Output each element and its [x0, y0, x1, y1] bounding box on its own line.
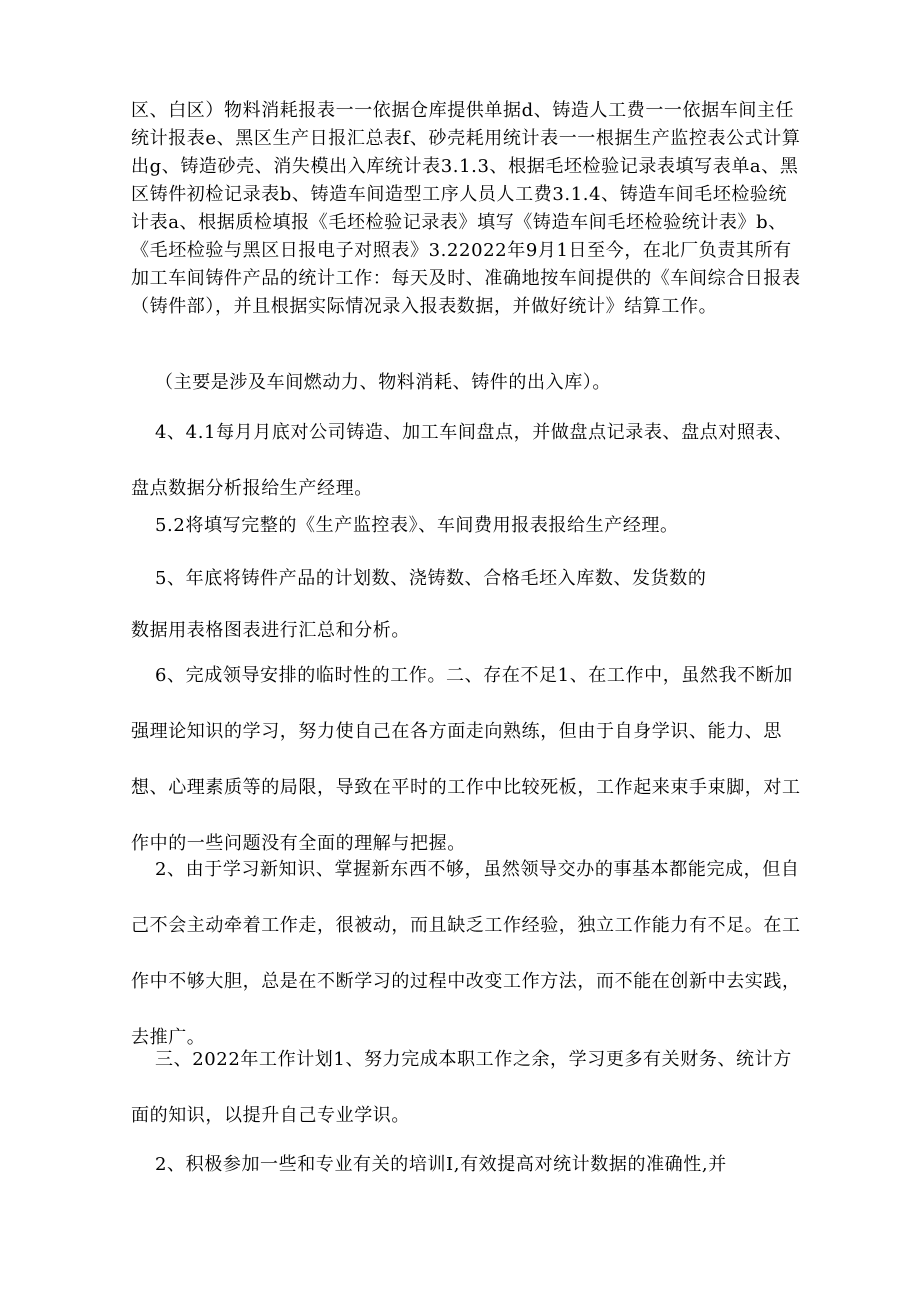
paragraph-statistics-details: 区、白区）物料消耗报表一一依据仓库提供单据d、铸造人工费一一依据车间主任统计报表e、黑区生产日报汇总表f、砂壳耗用统计表一一根据生产监控表公式计算出g、铸造砂壳、消失模出入库统计表3.1.3、根据毛坯检验记录表填写表单a、黑区铸件初检记录表b、铸造车间造型工序人员人工费3.1.4、铸造车间毛坯检验统计表a、根据质检填报《毛坯检验记录表》填写《铸造车间毛坯检验统计表》b、《毛坯检验与黑区日报电子对照表》3.22022年9月1日至今，在北厂负责其所有加工车间铸件产品的统计工作：每天及时、准确地按车间提供的《车间综合日报表（铸件部），并且根据实际情况录入报表数据，并做好统计》结算工作。 [131, 100, 801, 317]
paragraph-inventory-check: 4、4.1每月月底对公司铸造、加工车间盘点，并做盘点记录表、盘点对照表、盘点数据分析报给生产经理。 [131, 422, 793, 499]
paragraph-year-end-summary: 5、年底将铸件产品的计划数、浇铸数、合格毛坯入库数、发货数的 [155, 568, 707, 589]
paragraph-monitoring-report: 5.2将填写完整的《生产监控表》、车间费用报表报给生产经理。 [155, 515, 679, 536]
paragraph-data-analysis: 数据用表格图表进行汇总和分析。 [131, 620, 410, 641]
paragraph-work-plan: 三、2022年工作计划1、努力完成本职工作之余，学习更多有关财务、统计方面的知识，以提升自己专业学识。 [131, 1049, 792, 1126]
paragraph-scope-note: （主要是涉及车间燃动力、物料消耗、铸件的出入库）。 [155, 372, 611, 393]
paragraph-shortcomings: 6、完成领导安排的临时性的工作。二、存在不足1、在工作中，虽然我不断加强理论知识的学习，努力使自己在各方面走向熟练，但由于自身学识、能力、思想、心理素质等的局限，导致在平时的工作中比较死板，工作起来束手束脚，对工作中的一些问题没有全面的理解与把握。 [131, 665, 801, 854]
paragraph-training: 2、积极参加一些和专业有关的培训I,有效提高对统计数据的准确性,并 [155, 1154, 727, 1175]
paragraph-learning-gap: 2、由于学习新知识、掌握新东西不够，虽然领导交办的事基本都能完成，但自己不会主动牵着工作走，很被动，而且缺乏工作经验，独立工作能力有不足。在工作中不够大胆，总是在不断学习的过程中改变工作方法，而不能在创新中去实践，去推广。 [131, 859, 801, 1048]
